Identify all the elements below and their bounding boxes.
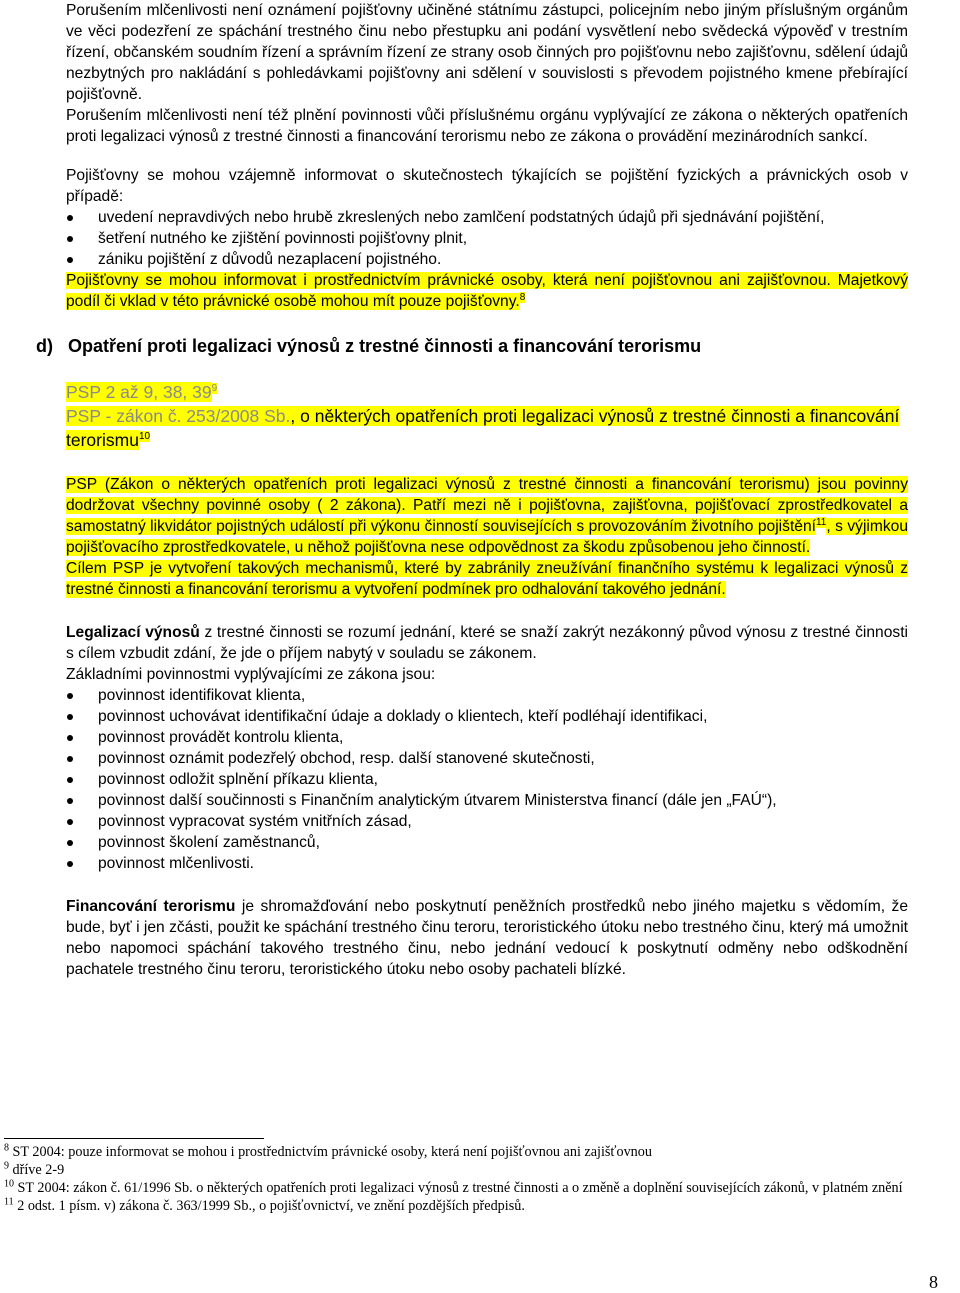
psp-law-reference: PSP - zákon č. 253/2008 Sb., o některých opatřeních proti legalizaci výnosů z trestné činnosti a financování terorismu$^{10}$ [66, 406, 900, 450]
paragraph-obliged-persons: PSP (Zákon o některých opatřeních proti legalizaci výnosů z trestné činnosti a financování terorismu) jsou povinny dodržovat všechny povinné osoby ( 2 zákona). Patří mezi ně i pojišťovna, zajišťovna, pojišťovací zprostředkovatel a samostatný likvidátor pojistných událostí při výkonu činností souvisejících s provozováním životního pojištění$^{11}$, s výjimkou pojišťovacího zprostředkovatele, u něhož pojišťovna nese odpovědnost za škodu způsobenou jeho činností. [66, 476, 909, 556]
footnote-ref[interactable]: 11 [815, 516, 827, 528]
list-item: povinnost vypracovat systém vnitřních zásad, [66, 811, 908, 832]
section-letter: d) [36, 336, 53, 356]
section-title: Opatření proti legalizaci výnosů z trestné činnosti a financování terorismu [68, 336, 702, 356]
list-item: povinnost další součinnosti s Finančním analytickým útvarem Ministerstva financí (dále jen „FAÚ“), [66, 790, 908, 811]
footnote-divider [4, 1138, 264, 1139]
section-heading [36, 334, 908, 358]
paragraph-confidentiality: Porušením mlčenlivosti není oznámení pojišťovny učiněné státnímu zástupci, policejním nebo jiným příslušným orgánům ve věci podezření ze spáchání trestného činu nebo přestupku ani podání vysvětlení nebo svědecká výpověď v trestním řízení, občanském soudním řízení a správním řízení ze strany osob činných pro pojišťovnu nebo zajišťovnu, sdělení údajů nezbytných pro nakládání s pohledávkami pojišťovny ani sdělení v souvislosti s převodem pojistného kmene přebírající pojišťovně. [66, 2, 908, 103]
term-terrorism-financing: Financování terorismu [66, 898, 236, 915]
footnote-ref[interactable]: 10 [138, 431, 151, 443]
footnotes [4, 1138, 904, 1215]
paragraph-legalization-definition: Legalizací výnosů z trestné činnosti se rozumí jednání, které se snaží zakrýt nezákonný původ výnosu z trestné činnosti s cílem vzbudit zdání, že jde o příjem nabytý v souladu se zákonem. [66, 624, 908, 662]
paragraph-duties-intro: Základními povinnostmi vyplývajícími ze zákona jsou: [66, 666, 436, 683]
paragraph-confidentiality-aml: Porušením mlčenlivosti není též plnění povinnosti vůči příslušnému orgánu vyplývající ze zákona o některých opatřeních proti legalizaci výnosů z trestné činnosti a financování terorismu nebo ze zákona o provádění mezinárodních sankcí. [66, 107, 908, 145]
footnote: $^9$ dříve 2-9 [4, 1160, 65, 1178]
footnote: $^{11}$ 2 odst. 1 písm. v) zákona č. 363/1999 Sb., o pojišťovnictví, ve znění pozdějších předpisů. [4, 1196, 525, 1214]
list-duties [66, 685, 908, 874]
paragraph-terrorism-financing-definition: Financování terorismu je shromažďování nebo poskytnutí peněžních prostředků nebo jiného majetku s vědomím, že bude, byť i jen zčásti, použit ke spáchání trestného činu teroru, teroristického útoku nebo trestného činu, který má umožnit nebo napomoci spáchání takového trestného činu, nebo jednání vedoucí k poskytnutí odměny nebo odškodnění pachatele trestného činu teroru, teroristického útoku nebo osoby pachateli blízké. [66, 898, 908, 978]
term-legalization: Legalizací výnosů [66, 624, 200, 641]
list-item: povinnost školení zaměstnanců, [66, 832, 908, 853]
footnote-ref[interactable]: 9 [211, 383, 218, 395]
list-item: šetření nutného ke zjištění povinnosti pojišťovny plnit, [66, 228, 908, 249]
list-item: povinnost odložit splnění příkazu klienta, [66, 769, 908, 790]
list-cases [66, 207, 908, 270]
psp-reference: PSP 2 až 9, 38, $39^9$ [66, 382, 218, 402]
list-item: povinnost identifikovat klienta, [66, 685, 908, 706]
list-item: povinnost mlčenlivosti. [66, 853, 908, 874]
footnote-ref[interactable]: 8 [519, 291, 526, 303]
footnote: $^{10}$ ST 2004: zákon č. 61/1996 Sb. o některých opatřeních proti legalizaci výnosů z trestné činnosti a o změně a doplnění souvisejících zákonů, v platném znění [4, 1178, 903, 1196]
page-body [36, 0, 909, 980]
list-item: povinnost uchovávat identifikační údaje a doklady o klientech, kteří podléhají identifikaci, [66, 706, 908, 727]
paragraph-legal-entity-info [66, 270, 908, 312]
page-number: 8 [929, 1272, 938, 1292]
highlighted-text: Pojišťovny se mohou informovat i prostřednictvím právnické osoby, která není pojišťovnou ani zajišťovnou. Majetkový podíl či vklad v této právnické osobě mohou mít pouze pojišťovny. [66, 272, 908, 310]
list-item: zániku pojištění z důvodů nezaplacení pojistného. [66, 249, 908, 270]
list-item: povinnost provádět kontrolu klienta, [66, 727, 908, 748]
footnote: $^8$ ST 2004: pouze informovat se mohou i prostřednictvím právnické osoby, která není pojišťovnou ani zajišťovnou [4, 1142, 652, 1160]
paragraph-mutual-information: Pojišťovny se mohou vzájemně informovat o skutečnostech týkajících se pojištění fyzických a právnických osob v případě: [66, 167, 908, 205]
list-item: povinnost oznámit podezřelý obchod, resp. další stanovené skutečnosti, [66, 748, 908, 769]
list-item: uvedení nepravdivých nebo hrubě zkreslených nebo zamlčení podstatných údajů při sjednávání pojištění, [66, 207, 908, 228]
paragraph-goal: Cílem PSP je vytvoření takových mechanismů, které by zabránily zneužívání finančního systému k legalizaci výnosů z trestné činnosti a financování terorismu a vytvoření podmínek pro odhalování takového jednání. [66, 560, 908, 598]
